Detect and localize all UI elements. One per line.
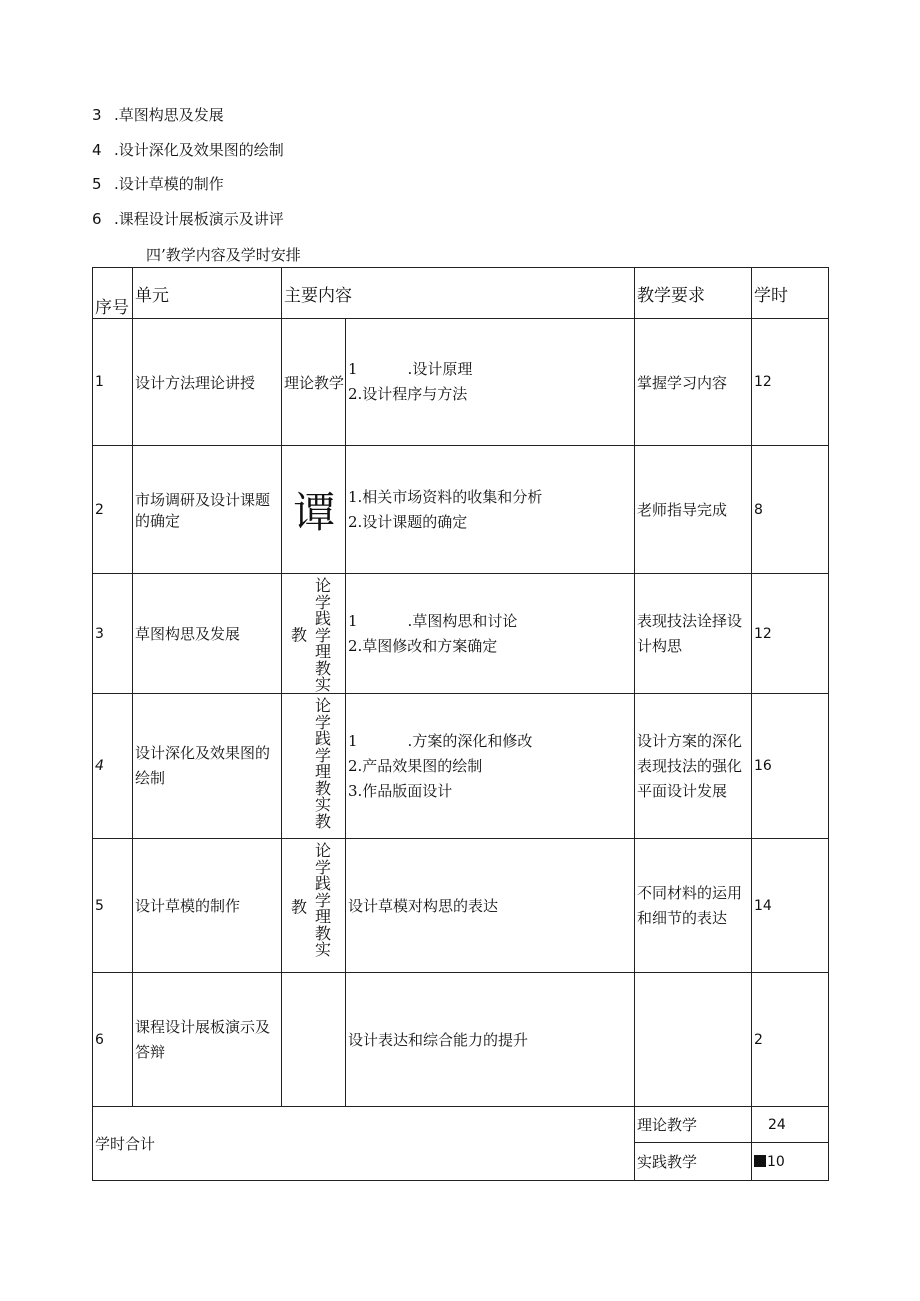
row-requirement: 掌握学习内容: [635, 319, 752, 446]
total-row: [93, 1107, 829, 1143]
type-side-text: 教: [291, 897, 308, 916]
row-unit: 设计草模的制作: [133, 839, 282, 973]
content-line: 1: [348, 731, 358, 750]
list-item-number: 4: [92, 140, 102, 159]
list-item: [92, 133, 284, 168]
header-seq: 序号: [93, 268, 133, 319]
row-seq: 5: [93, 839, 133, 973]
type-vertical-text: 论学践学理教实教: [315, 696, 332, 831]
row-seq: 3: [93, 574, 133, 694]
table-row: [93, 839, 829, 973]
requirement-line: 平面设计发展: [637, 781, 728, 800]
content-line: 2.草图修改和方案确定: [348, 636, 498, 655]
type-vertical-text: 论学践学理教实: [315, 576, 332, 694]
list-item: [92, 98, 284, 133]
content-line: 2.产品效果图的绘制: [348, 756, 483, 775]
content-line: 2.设计程序与方法: [348, 385, 468, 403]
schedule-table: [92, 267, 829, 1181]
table-header-row: [93, 268, 829, 319]
row-unit: 课程设计展板演示及答辩: [133, 973, 282, 1107]
total-practice-label: 实践教学: [635, 1143, 752, 1181]
row-hours: 12: [752, 574, 829, 694]
table-row: [93, 574, 829, 694]
row-content: [346, 446, 635, 574]
row-type: 谭: [282, 446, 346, 574]
header-content: 主要内容: [282, 268, 635, 319]
content-line: .草图构思和讨论: [407, 611, 518, 630]
total-practice-value: 10: [767, 1153, 785, 1170]
content-line: 3.作品版面设计: [348, 781, 453, 800]
row-content: [346, 694, 635, 839]
total-practice-cell: [752, 1143, 829, 1181]
content-line: .设计原理: [407, 360, 473, 378]
header-unit: 单元: [133, 268, 282, 319]
objective-list: [92, 98, 284, 236]
table-row: [93, 319, 829, 446]
row-seq: 4: [93, 694, 133, 839]
total-theory-value: 24: [752, 1107, 829, 1143]
list-item-number: 3: [92, 106, 102, 124]
row-type: [282, 694, 346, 839]
header-hours: 学时: [752, 268, 829, 319]
row-type: [282, 973, 346, 1107]
list-item: [92, 202, 284, 237]
list-item-text: .设计草模的制作: [114, 175, 224, 193]
list-item-text: .课程设计展板演示及讲评: [114, 209, 284, 228]
row-hours: 14: [752, 839, 829, 973]
row-type: [282, 839, 346, 973]
section-title: 四’教学内容及学时安排: [146, 246, 301, 264]
row-seq: 2: [93, 446, 133, 574]
row-hours: 16: [752, 694, 829, 839]
row-requirement: [635, 694, 752, 839]
content-line: 1: [348, 360, 358, 378]
list-item-number: 6: [92, 209, 102, 228]
row-unit: 市场调研及设计课题的确定: [133, 446, 282, 574]
list-item-text: .草图构思及发展: [114, 106, 224, 124]
row-unit: 设计深化及效果图的绘制: [133, 694, 282, 839]
content-line: 1: [348, 611, 358, 630]
type-vertical-text: 论学践学理教实: [315, 841, 332, 959]
row-unit: 草图构思及发展: [133, 574, 282, 694]
list-item-text: .设计深化及效果图的绘制: [114, 140, 284, 159]
row-content: 设计表达和综合能力的提升: [346, 973, 635, 1107]
requirement-line: 设计方案的深化: [637, 731, 743, 750]
list-item-number: 5: [92, 175, 102, 193]
content-line: 1.相关市场资料的收集和分析: [348, 487, 543, 506]
row-hours: 2: [752, 973, 829, 1107]
table-row: [93, 973, 829, 1107]
row-content: [346, 319, 635, 446]
row-seq: 1: [93, 319, 133, 446]
table-row: [93, 694, 829, 839]
content-line: .方案的深化和修改: [407, 731, 533, 750]
total-label: 学时合计: [93, 1107, 635, 1181]
row-content: [346, 574, 635, 694]
row-type: 理论教学: [282, 319, 346, 446]
row-requirement: 不同材料的运用和细节的表达: [635, 839, 752, 973]
type-side-text: 教: [291, 625, 308, 644]
row-hours: 12: [752, 319, 829, 446]
row-requirement: 表现技法诠择设计构思: [635, 574, 752, 694]
requirement-line: 表现技法的强化: [637, 756, 743, 775]
header-requirement: 教学要求: [635, 268, 752, 319]
row-unit: 设计方法理论讲授: [133, 319, 282, 446]
list-item: [92, 167, 284, 202]
row-type: [282, 574, 346, 694]
row-requirement: 老师指导完成: [635, 446, 752, 574]
content-line: 2.设计课题的确定: [348, 512, 468, 531]
table-row: [93, 446, 829, 574]
row-content: 设计草模对构思的表达: [346, 839, 635, 973]
black-square-mark: [754, 1155, 766, 1167]
row-hours: 8: [752, 446, 829, 574]
total-theory-label: 理论教学: [635, 1107, 752, 1143]
row-requirement: [635, 973, 752, 1107]
row-seq: 6: [93, 973, 133, 1107]
